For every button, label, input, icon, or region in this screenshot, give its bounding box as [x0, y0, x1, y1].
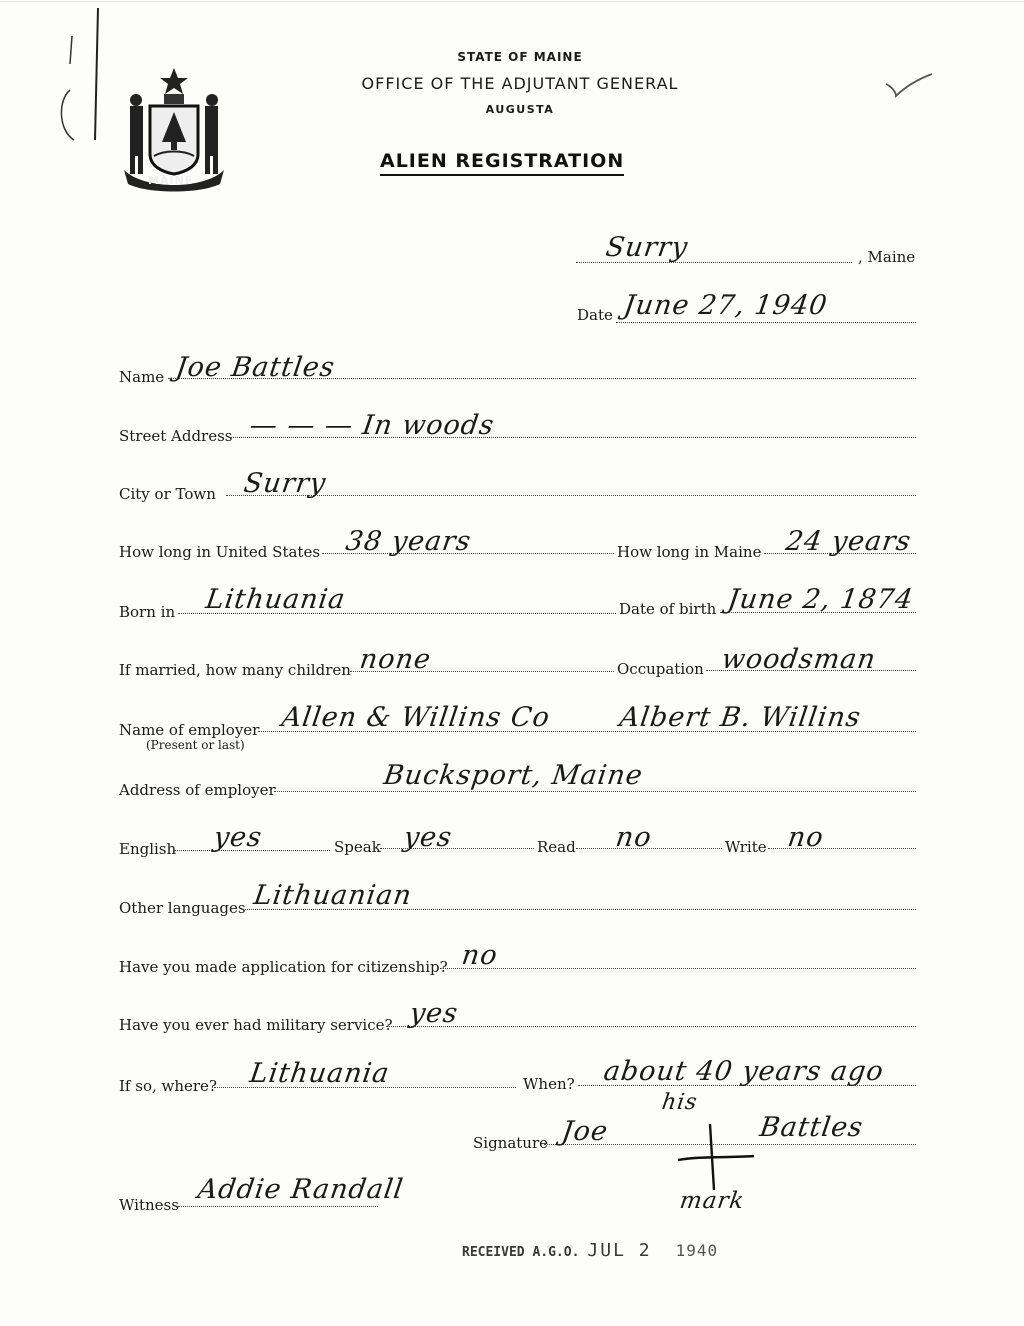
citizenship-label: Have you made application for citizenship?	[119, 958, 448, 976]
signature-first: Joe	[559, 1116, 611, 1147]
city-line	[226, 495, 916, 496]
employer-value: Allen & Willins Co	[279, 702, 553, 733]
city-value: Surry	[241, 468, 329, 499]
scan-edge	[0, 1, 1024, 2]
employer-label: Name of employer	[119, 721, 260, 739]
dob-value: June 2, 1874	[725, 584, 916, 615]
street-label: Street Address	[119, 427, 233, 445]
header-office: OFFICE OF THE ADJUTANT GENERAL	[361, 74, 679, 93]
witness-value: Addie Randall	[195, 1174, 406, 1205]
margin-marks	[40, 0, 110, 160]
write-value: no	[785, 822, 826, 853]
street-value: — — — In woods	[247, 410, 497, 441]
where-value: Lithuania	[247, 1058, 392, 1089]
citizenship-value: no	[459, 940, 500, 971]
stamp-received: RECEIVED A.G.O.	[462, 1245, 580, 1260]
city-label: City or Town	[119, 485, 216, 503]
header-city: AUGUSTA	[485, 103, 555, 116]
when-value: about 40 years ago	[601, 1056, 886, 1087]
employer-value-2: Albert B. Willins	[617, 702, 863, 733]
date-label: Date	[577, 306, 613, 324]
write-label: Write	[725, 838, 767, 856]
signature-label: Signature	[473, 1134, 549, 1152]
military-value: yes	[407, 998, 461, 1029]
name-label: Name	[119, 368, 165, 386]
speak-label: Speak	[334, 838, 381, 856]
received-stamp	[462, 1240, 718, 1261]
citizenship-line	[440, 968, 916, 969]
years-us-label: How long in United States	[119, 543, 321, 561]
date-line	[616, 322, 916, 323]
name-value: Joe Battles	[173, 352, 337, 383]
employer-sublabel: (Present or last)	[146, 738, 245, 752]
speak-value: yes	[401, 822, 455, 853]
dob-label: Date of birth	[619, 600, 717, 618]
place-suffix: , Maine	[858, 248, 916, 266]
other-languages-label: Other languages	[119, 899, 246, 917]
when-label: When?	[523, 1075, 575, 1093]
occupation-label: Occupation	[617, 660, 704, 678]
header-state: STATE OF MAINE	[457, 50, 583, 64]
employer-address-label: Address of employer	[119, 781, 276, 799]
employer-address-value: Bucksport, Maine	[381, 760, 645, 791]
form-title: ALIEN REGISTRATION	[380, 150, 624, 176]
born-value: Lithuania	[203, 584, 348, 615]
signature-his: his	[660, 1090, 700, 1115]
date-value: June 27, 1940	[621, 290, 830, 321]
english-value: yes	[211, 822, 265, 853]
years-maine-value: 24 years	[783, 526, 914, 557]
children-label: If married, how many children	[119, 661, 351, 679]
occupation-value: woodsman	[719, 644, 879, 675]
where-label: If so, where?	[119, 1077, 217, 1095]
children-value: none	[357, 644, 434, 675]
signature-last: Battles	[757, 1112, 866, 1143]
military-line	[386, 1026, 916, 1027]
place-value: Surry	[603, 232, 691, 263]
english-label: English	[119, 840, 177, 858]
military-label: Have you ever had military service?	[119, 1016, 393, 1034]
other-languages-value: Lithuanian	[251, 880, 414, 911]
seal-banner-text: MAINE	[148, 174, 194, 187]
read-label: Read	[537, 838, 576, 856]
witness-label: Witness	[119, 1196, 179, 1214]
signature-mark: mark	[678, 1188, 747, 1214]
employer-address-line	[274, 791, 916, 792]
signature-cross-mark-icon	[676, 1120, 756, 1192]
check-mark-icon	[880, 70, 936, 104]
stamp-date: JUL 2	[587, 1240, 652, 1261]
witness-line	[178, 1206, 378, 1207]
born-label: Born in	[119, 603, 176, 621]
years-maine-label: How long in Maine	[617, 543, 762, 561]
years-us-value: 38 years	[343, 526, 474, 557]
stamp-year: 1940	[675, 1241, 719, 1260]
read-value: no	[613, 822, 654, 853]
